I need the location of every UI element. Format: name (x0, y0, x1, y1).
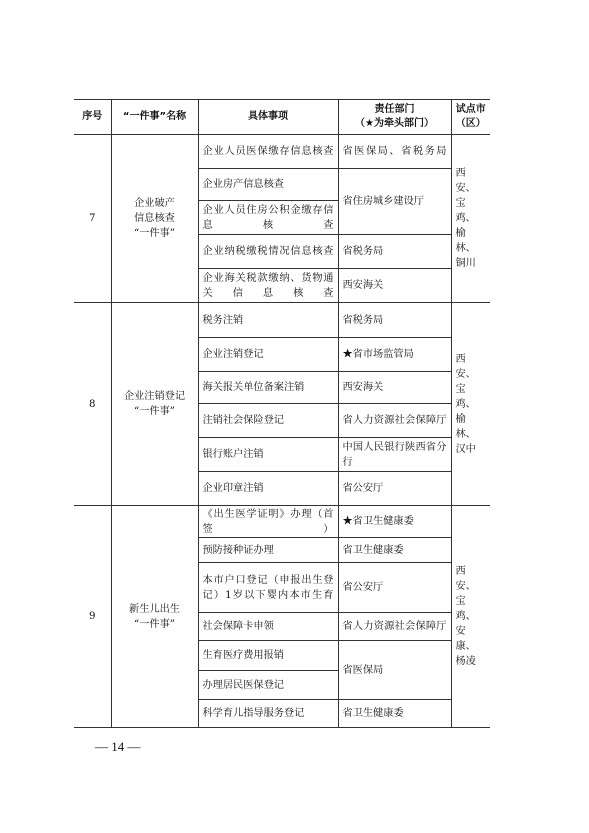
row-dept: 省税务局 (338, 303, 451, 338)
table-header-row (74, 100, 490, 135)
row-dept: 西安海关 (338, 269, 451, 303)
header-no: 序号 (74, 100, 111, 135)
header-dept: 责任部门 （★为牵头部门） (338, 100, 451, 135)
row-dept: 省医保局 (338, 641, 451, 700)
row-item: 企业人员住房公积金缴存信息核查 (198, 201, 338, 235)
row-item: 生育医疗费用报销 (198, 641, 338, 671)
row-item: 预防接种证办理 (198, 538, 338, 563)
row-dept: 省税务局 (338, 235, 451, 269)
row-no: 8 (74, 303, 111, 506)
row-cities: 西安、宝鸡、 安康、杨凌 (451, 506, 490, 728)
row-dept: 省卫生健康委 (338, 538, 451, 563)
table-row (74, 303, 490, 338)
row-item: 企业印章注销 (198, 472, 338, 506)
table-row (74, 506, 490, 538)
row-item: 银行账户注销 (198, 438, 338, 472)
row-item: 企业海关税款缴纳、货物通关信息核查 (198, 269, 338, 303)
row-no: 9 (74, 506, 111, 728)
row-dept: 省公安厅 (338, 472, 451, 506)
row-dept: 省医保局、省税务局 (338, 135, 451, 169)
row-cities: 西安、宝鸡、 榆林、铜川 (451, 135, 490, 303)
header-city: 试点市 （区） (451, 100, 490, 135)
row-name: 企业破产 信息核查 “一件事” (111, 135, 198, 303)
table-row (74, 135, 490, 169)
row-dept: 中国人民银行陕西省分行 (338, 438, 451, 472)
row-item: 本市户口登记（申报出生登记）1岁以下婴内本市生育 (198, 563, 338, 613)
row-no: 7 (74, 135, 111, 303)
row-item: 税务注销 (198, 303, 338, 338)
row-item: 注销社会保险登记 (198, 404, 338, 438)
row-dept: 西安海关 (338, 372, 451, 404)
row-item: 社会保障卡申领 (198, 613, 338, 641)
row-item: 企业房产信息核查 (198, 169, 338, 201)
row-dept: 省卫生健康委 (338, 700, 451, 728)
row-item: 科学育儿指导服务登记 (198, 700, 338, 728)
row-dept: 省人力资源社会保障厅 (338, 404, 451, 438)
row-dept: 省住房城乡建设厅 (338, 169, 451, 235)
row-name: 企业注销登记 “一件事” (111, 303, 198, 506)
header-item: 具体事项 (198, 100, 338, 135)
row-item: 《出生医学证明》办理（首签） (198, 506, 338, 538)
row-dept: ★省卫生健康委 (338, 506, 451, 538)
row-item: 企业纳税缴税情况信息核查 (198, 235, 338, 269)
page-number: — 14 — (95, 739, 141, 754)
row-dept: 省公安厅 (338, 563, 451, 613)
row-dept: 省人力资源社会保障厅 (338, 613, 451, 641)
row-name: 新生儿出生 “一件事” (111, 506, 198, 728)
row-dept: ★省市场监管局 (338, 338, 451, 372)
row-item: 企业注销登记 (198, 338, 338, 372)
items-table (74, 99, 490, 728)
row-item: 海关报关单位备案注销 (198, 372, 338, 404)
header-name: “一件事”名称 (111, 100, 198, 135)
row-item: 企业人员医保缴存信息核查 (198, 135, 338, 169)
row-item: 办理居民医保登记 (198, 671, 338, 700)
row-cities: 西安、宝鸡、 榆林、汉中 (451, 303, 490, 506)
